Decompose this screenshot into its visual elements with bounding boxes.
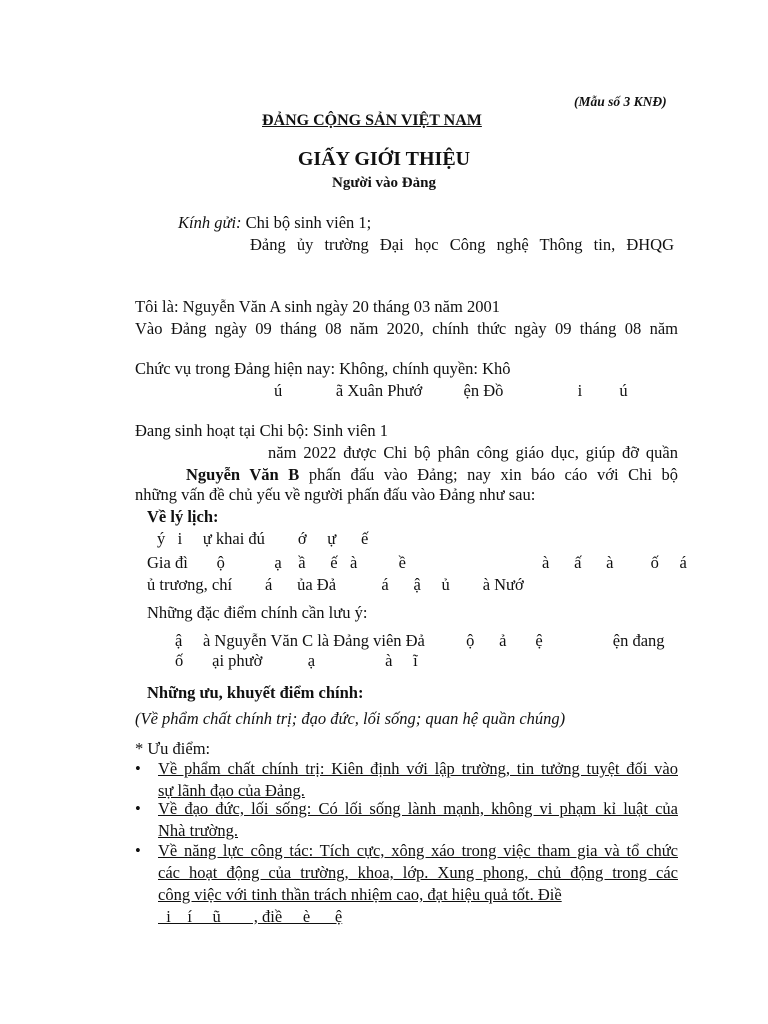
notes-line-1: ậ à Nguyễn Văn C là Đảng viên Đả ộ ả ệ ện đang	[175, 631, 665, 650]
bullet-icon: •	[135, 759, 141, 778]
assign-rest: phấn đấu vào Đảng; nay xin báo cáo với Chi bộ	[299, 465, 678, 484]
evaluation-subheading: (Về phẩm chất chính trị; đạo đức, lối sống; quan hệ quần chúng)	[135, 709, 566, 728]
list-item-line: Về phẩm chất chính trị: Kiên định với lập trường, tin tưởng tuyệt đối vào	[158, 759, 678, 778]
list-item-line: i í ũ , điề è ệ	[158, 907, 343, 926]
background-heading: Về lý lịch:	[147, 507, 219, 526]
family-line-2: ủ trương, chí á ủa Đả á ậ ủ à Nướ	[147, 575, 524, 594]
position-line-2: ú ã Xuân Phướ ện Đồ i ú	[274, 381, 628, 400]
list-item-line: công việc với tinh thần trách nhiệm cao, đạt hiệu quả tốt. Điề	[158, 885, 562, 904]
notes-line-2: ố ại phườ ạ à ĩ	[175, 651, 418, 670]
list-item	[158, 758, 678, 802]
recipient-line-1	[178, 212, 371, 234]
form-number: (Mẫu số 3 KNĐ)	[574, 94, 667, 109]
recipient-line-2: Đảng ủy trường Đại học Công nghệ Thông tin, ĐHQG	[250, 235, 674, 254]
intro-join-line: Vào Đảng ngày 09 tháng 08 năm 2020, chính thức ngày 09 tháng 08 năm	[135, 319, 678, 338]
recipient-label: Kính gửi:	[178, 213, 242, 232]
notes-heading: Những đặc điểm chính cần lưu ý:	[147, 603, 368, 622]
bullet-icon: •	[135, 799, 141, 818]
branch-line: Đang sinh hoạt tại Chi bộ: Sinh viên 1	[135, 421, 388, 440]
family-line-1: Gia đì ộ ạ ầ ế à ề à ấ à ố á	[147, 553, 687, 572]
list-item-line: các hoạt động của trường, khoa, lớp. Xung phong, chủ động trong các	[158, 863, 678, 882]
list-item-line: Về năng lực công tác: Tích cực, xông xáo trong việc tham gia và tổ chức	[158, 841, 678, 860]
intro-name-line: Tôi là: Nguyễn Văn A sinh ngày 20 tháng 03 năm 2001	[135, 297, 500, 316]
assign-line: năm 2022 được Chi bộ phân công giáo dục, giúp đỡ quần	[268, 443, 678, 462]
list-item-line: Nhà trường.	[158, 821, 238, 840]
bullet-icon: •	[135, 841, 141, 860]
assignee-name: Nguyễn Văn B	[186, 465, 300, 484]
position-line: Chức vụ trong Đảng hiện nay: Không, chính quyền: Khô	[135, 359, 511, 378]
party-name: ĐẢNG CỘNG SẢN VIỆT NAM	[262, 112, 482, 129]
document-title: GIẤY GIỚI THIỆU	[297, 148, 471, 170]
assign-line-2	[186, 464, 678, 486]
list-item-line: Về đạo đức, lối sống: Có lối sống lành mạnh, không vi phạm kỉ luật của	[158, 799, 678, 818]
evaluation-heading: Những ưu, khuyết điểm chính:	[147, 683, 364, 702]
list-item	[158, 840, 678, 928]
assign-line-3: những vấn đề chủ yếu về người phấn đấu vào Đảng như sau:	[135, 485, 536, 504]
strengths-label: * Ưu điểm:	[135, 739, 211, 758]
background-line-1: ý i ự khai đú ớ ự ế	[157, 529, 369, 548]
recipient-branch: Chi bộ sinh viên 1;	[245, 213, 372, 232]
list-item-line: sự lãnh đạo của Đảng.	[158, 781, 305, 800]
list-item	[158, 798, 678, 842]
document-subtitle: Người vào Đảng	[332, 175, 436, 191]
